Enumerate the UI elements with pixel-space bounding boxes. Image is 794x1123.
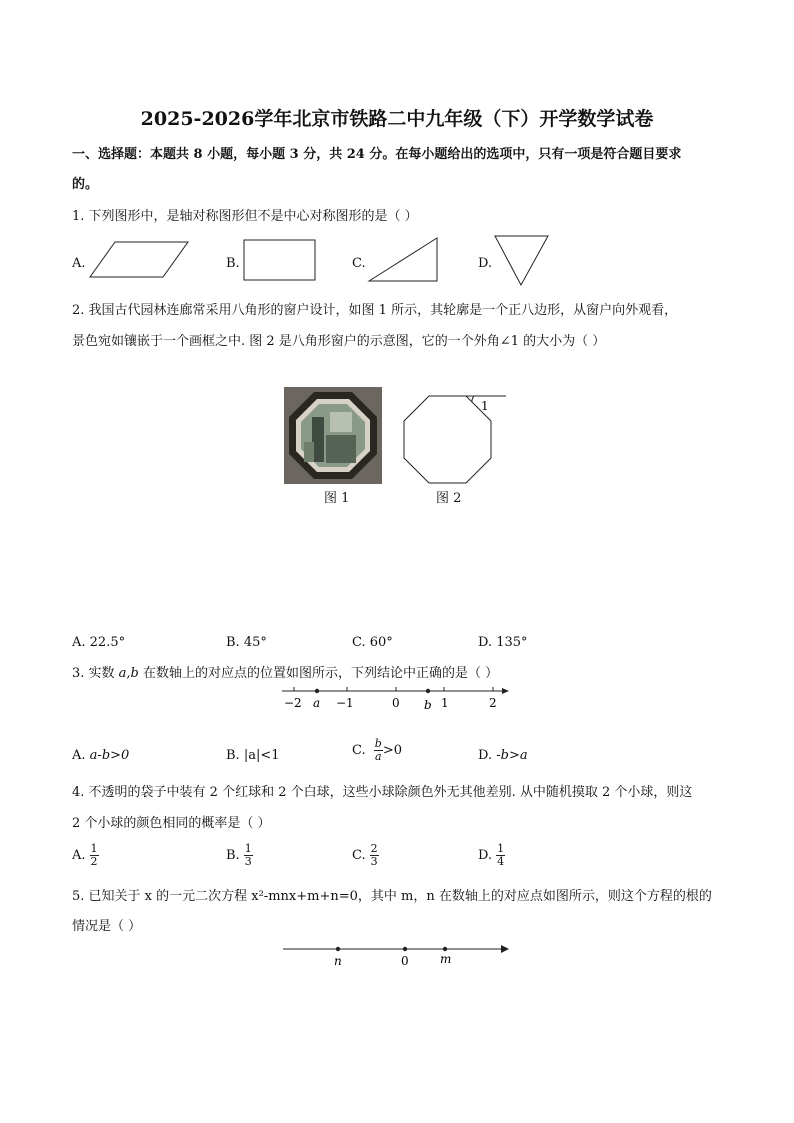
tick-label-1: 1 — [441, 696, 449, 710]
q4-option-c: C. $\frac{2}{3}$ — [352, 842, 378, 868]
tick-label-2: 2 — [489, 696, 497, 710]
number-line-arrow — [501, 945, 509, 953]
section-heading-cont: 的。 — [72, 177, 99, 192]
fig2-caption: 图 2 — [436, 491, 462, 506]
label-n: n — [334, 954, 342, 968]
q1-option-b-label: B. — [226, 256, 240, 271]
q4-stem-line1: 4. 不透明的袋子中装有 2 个红球和 2 个白球，这些小球除颜色外无其他差别. 从中随机摸取 2 个小球，则这 — [72, 785, 693, 800]
tick-label-neg2: −2 — [284, 696, 302, 710]
q3-stem-prefix: 3. 实数 — [72, 666, 119, 681]
point-a — [315, 689, 319, 693]
q2-stem-line2: 景色宛如镶嵌于一个画框之中. 图 2 是八角形窗户的示意图，它的一个外角∠1 的大小为（ ） — [72, 334, 606, 349]
tick-label-0: 0 — [392, 696, 400, 710]
q3-option-d: D. -b>a — [478, 748, 528, 763]
rectangle-shape — [244, 240, 315, 280]
page-title: 2025-2026学年北京市铁路二中九年级（下）开学数学试卷 — [140, 108, 654, 130]
q5-stem-line2: 情况是（ ） — [72, 919, 142, 934]
q2-option-c: C. 60° — [352, 635, 393, 650]
q4-option-a: A. $\frac{1}{2}$ — [72, 842, 98, 868]
q2-option-a: A. 22.5° — [72, 635, 126, 650]
right-triangle-shape — [369, 238, 437, 281]
octagon-diagram — [0, 380, 794, 490]
parallelogram-shape — [90, 242, 188, 277]
tick-label-a: a — [313, 696, 321, 710]
q5-number-line — [0, 938, 794, 978]
q3-option-c: C. $\frac{b}{a}$ >0 — [352, 737, 402, 763]
q4-stem-line2: 2 个小球的颜色相同的概率是（ ） — [72, 816, 271, 831]
q1-stem: 1. 下列图形中，是轴对称图形但不是中心对称图形的是（ ） — [72, 209, 418, 224]
inverted-triangle-shape — [495, 236, 548, 285]
number-line-arrow — [502, 688, 509, 694]
q3-option-a: A. a-b>0 — [72, 748, 130, 763]
q3-option-b: B. |a|<1 — [226, 748, 280, 763]
q1-figures — [0, 0, 794, 300]
q1-option-c-label: C. — [352, 256, 366, 271]
point-n — [336, 947, 340, 951]
regular-octagon-shape — [404, 396, 491, 483]
tick-label-b: b — [424, 698, 432, 712]
q4-option-b: B. $\frac{1}{3}$ — [226, 842, 252, 868]
point-m — [443, 947, 447, 951]
label-m: m — [440, 952, 452, 966]
q2-stem-line1: 2. 我国古代园林连廊常采用八角形的窗户设计，如图 1 所示，其轮廓是一个正八边形，从窗户向外观看， — [72, 303, 678, 318]
section-heading: 一、选择题：本题共 8 小题，每小题 3 分，共 24 分。在每小题给出的选项中，只有一项是符合题目要求 — [72, 147, 682, 162]
point-0 — [403, 947, 407, 951]
q1-option-a-label: A. — [72, 256, 86, 271]
q5-stem-line1: 5. 已知关于 x 的一元二次方程 x²-mnx+m+n=0，其中 m，n 在数轴上的对应点如图所示，则这个方程的根的 — [72, 889, 712, 904]
q2-option-d: D. 135° — [478, 635, 528, 650]
q1-option-d-label: D. — [478, 256, 493, 271]
q3-stem-vars: a,b — [118, 666, 139, 681]
q2-option-b: B. 45° — [226, 635, 267, 650]
fraction-b-over-a: $\frac{b}{a}$ — [374, 737, 382, 763]
angle-arc — [472, 396, 474, 402]
q4-option-d: D. $\frac{1}{4}$ — [478, 842, 505, 868]
q3-number-line — [0, 680, 794, 720]
angle-1-label: 1 — [481, 399, 489, 413]
fig1-caption: 图 1 — [324, 491, 350, 506]
tick-label-neg1: −1 — [336, 696, 354, 710]
point-b — [426, 689, 430, 693]
label-0: 0 — [401, 954, 409, 968]
q3-stem-suffix: 在数轴上的对应点的位置如图所示，下列结论中正确的是（ ） — [138, 666, 499, 681]
